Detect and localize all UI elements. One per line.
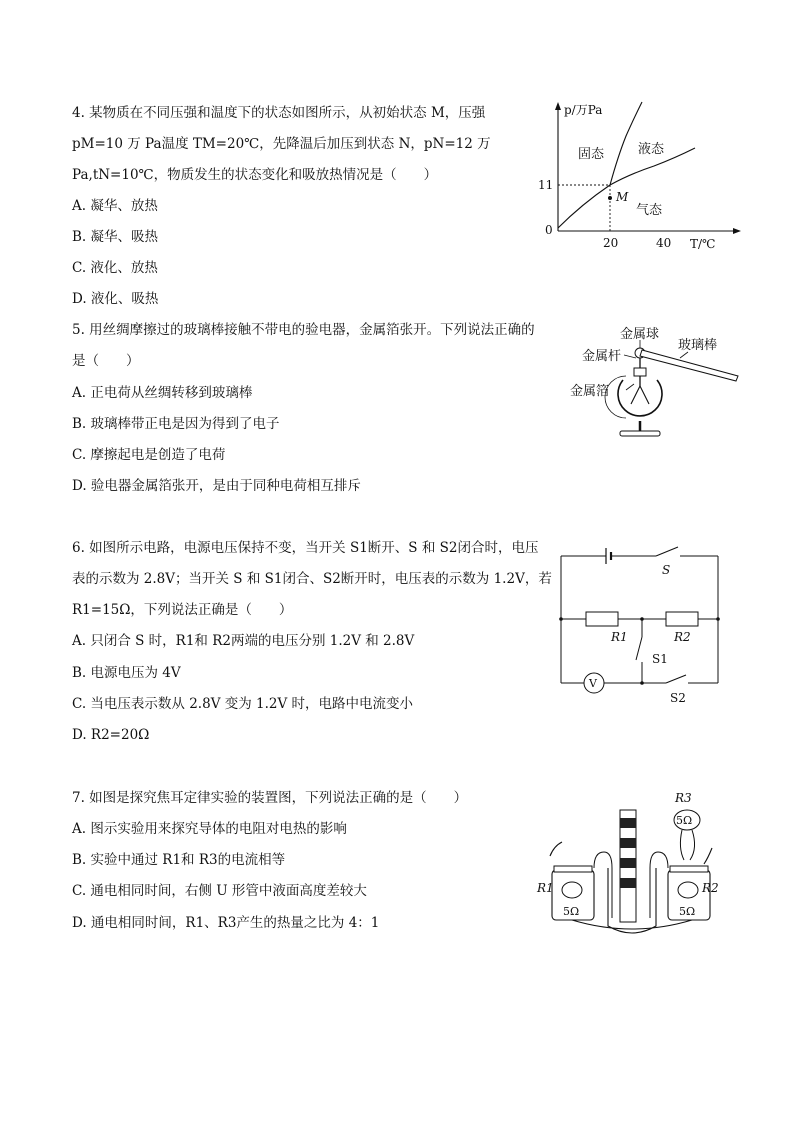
metal-foil — [631, 386, 649, 404]
switch-s2 — [666, 675, 686, 683]
resistor-r1 — [562, 882, 582, 898]
q5-option-d[interactable]: D. 验电器金属箔张开，是由于同种电荷相互排斥 — [72, 478, 361, 494]
resistor-r1 — [586, 612, 618, 626]
q6-option-b[interactable]: B. 电源电压为 4V — [72, 665, 181, 681]
q4-option-c[interactable]: C. 液化、放热 — [72, 260, 158, 276]
q6-stem-line-1: 6. 如图所示电路，电源电压保持不变，当开关 S1断开、S 和 S2闭合时，电压 — [72, 540, 539, 556]
x-axis-arrow — [733, 228, 741, 234]
q5-option-c[interactable]: C. 摩擦起电是创造了电荷 — [72, 447, 226, 463]
q6-stem-line-2: 表的示数为 2.8V；当开关 S 和 S1闭合、S2断开时，电压表的示数为 1.2V，若 — [72, 571, 552, 587]
label-metal-foil: 金属箔 — [570, 384, 610, 399]
q4-option-d[interactable]: D. 液化、吸热 — [72, 291, 159, 307]
q7-option-d[interactable]: D. 通电相同时间，R1、R3产生的热量之比为 4：1 — [72, 915, 380, 931]
voltmeter-label: V — [589, 677, 597, 690]
q4-option-b[interactable]: B. 凝华、吸热 — [72, 229, 159, 245]
q6-stem-line-3: R1=15Ω，下列说法正确是（ ） — [72, 602, 293, 618]
switch-s — [656, 547, 678, 556]
region-gas: 气态 — [636, 203, 663, 218]
region-solid: 固态 — [578, 147, 605, 162]
label-glass-rod: 玻璃棒 — [678, 338, 718, 353]
resistor-r2 — [678, 882, 698, 898]
y-tick-11: 11 — [538, 178, 554, 192]
s2-label: S2 — [670, 691, 686, 705]
q7-option-c[interactable]: C. 通电相同时间，右侧 U 形管中液面高度差较大 — [72, 883, 367, 899]
resistor-r2 — [666, 612, 698, 626]
joule-law-apparatus-figure — [532, 788, 732, 938]
switch-s-label: S — [662, 563, 671, 577]
point-m-label: M — [616, 190, 629, 204]
q7-stem-line-1: 7. 如图是探究焦耳定律实验的装置图，下列说法正确的是（ ） — [72, 790, 468, 806]
right-value: 5Ω — [679, 905, 696, 918]
glass-rod — [640, 350, 738, 381]
x-tick-40: 40 — [656, 236, 672, 250]
q5-option-a[interactable]: A. 正电荷从丝绸转移到玻璃棒 — [72, 385, 253, 401]
r2-label: R2 — [702, 881, 719, 895]
x-axis-label: T/℃ — [690, 237, 716, 251]
q5-option-b[interactable]: B. 玻璃棒带正电是因为得到了电子 — [72, 416, 280, 432]
circuit-figure — [556, 542, 726, 708]
point-m — [608, 196, 612, 200]
r1-label: R1 — [537, 881, 554, 895]
r3-label: R3 — [675, 791, 692, 805]
y-axis-label: p/万Pa — [564, 103, 603, 117]
q4-stem-line-1: 4. 某物质在不同压强和温度下的状态如图所示，从初始状态 M，压强 — [72, 105, 486, 121]
x-tick-20: 20 — [603, 236, 619, 250]
q4-stem-line-3: Pa,tN=10℃，物质发生的状态变化和吸放热情况是（ ） — [72, 167, 438, 183]
label-metal-rod: 金属杆 — [582, 349, 622, 364]
q7-option-b[interactable]: B. 实验中通过 R1和 R3的电流相等 — [72, 852, 286, 868]
y-axis-arrow — [555, 102, 561, 110]
q5-stem-line-2: 是（ ） — [72, 353, 140, 369]
r2-label: R2 — [674, 630, 691, 644]
switch-s1 — [636, 637, 642, 660]
q6-option-c[interactable]: C. 当电压表示数从 2.8V 变为 1.2V 时，电路中电流变小 — [72, 696, 414, 712]
label-metal-ball: 金属球 — [620, 327, 660, 342]
left-value: 5Ω — [563, 905, 580, 918]
q4-option-a[interactable]: A. 凝华、放热 — [72, 198, 158, 214]
r1-label: R1 — [611, 630, 628, 644]
q7-option-a[interactable]: A. 图示实验用来探究导体的电阻对电热的影响 — [72, 821, 347, 837]
r3-value: 5Ω — [676, 814, 693, 827]
q6-option-d[interactable]: D. R2=20Ω — [72, 727, 150, 743]
origin-label: 0 — [545, 223, 553, 237]
q6-option-a[interactable]: A. 只闭合 S 时，R1和 R2两端的电压分别 1.2V 和 2.8V — [72, 633, 415, 649]
phase-diagram-figure — [530, 96, 760, 256]
region-liquid: 液态 — [638, 142, 665, 157]
s1-label: S1 — [652, 652, 668, 666]
electroscope-figure — [568, 318, 758, 443]
stand-base — [620, 431, 660, 436]
q5-stem-line-1: 5. 用丝绸摩擦过的玻璃棒接触不带电的验电器，金属箔张开。下列说法正确的 — [72, 322, 535, 338]
q4-stem-line-2: pM=10 万 Pa温度 TM=20℃，先降温后加压到状态 N，pN=12 万 — [72, 136, 491, 152]
